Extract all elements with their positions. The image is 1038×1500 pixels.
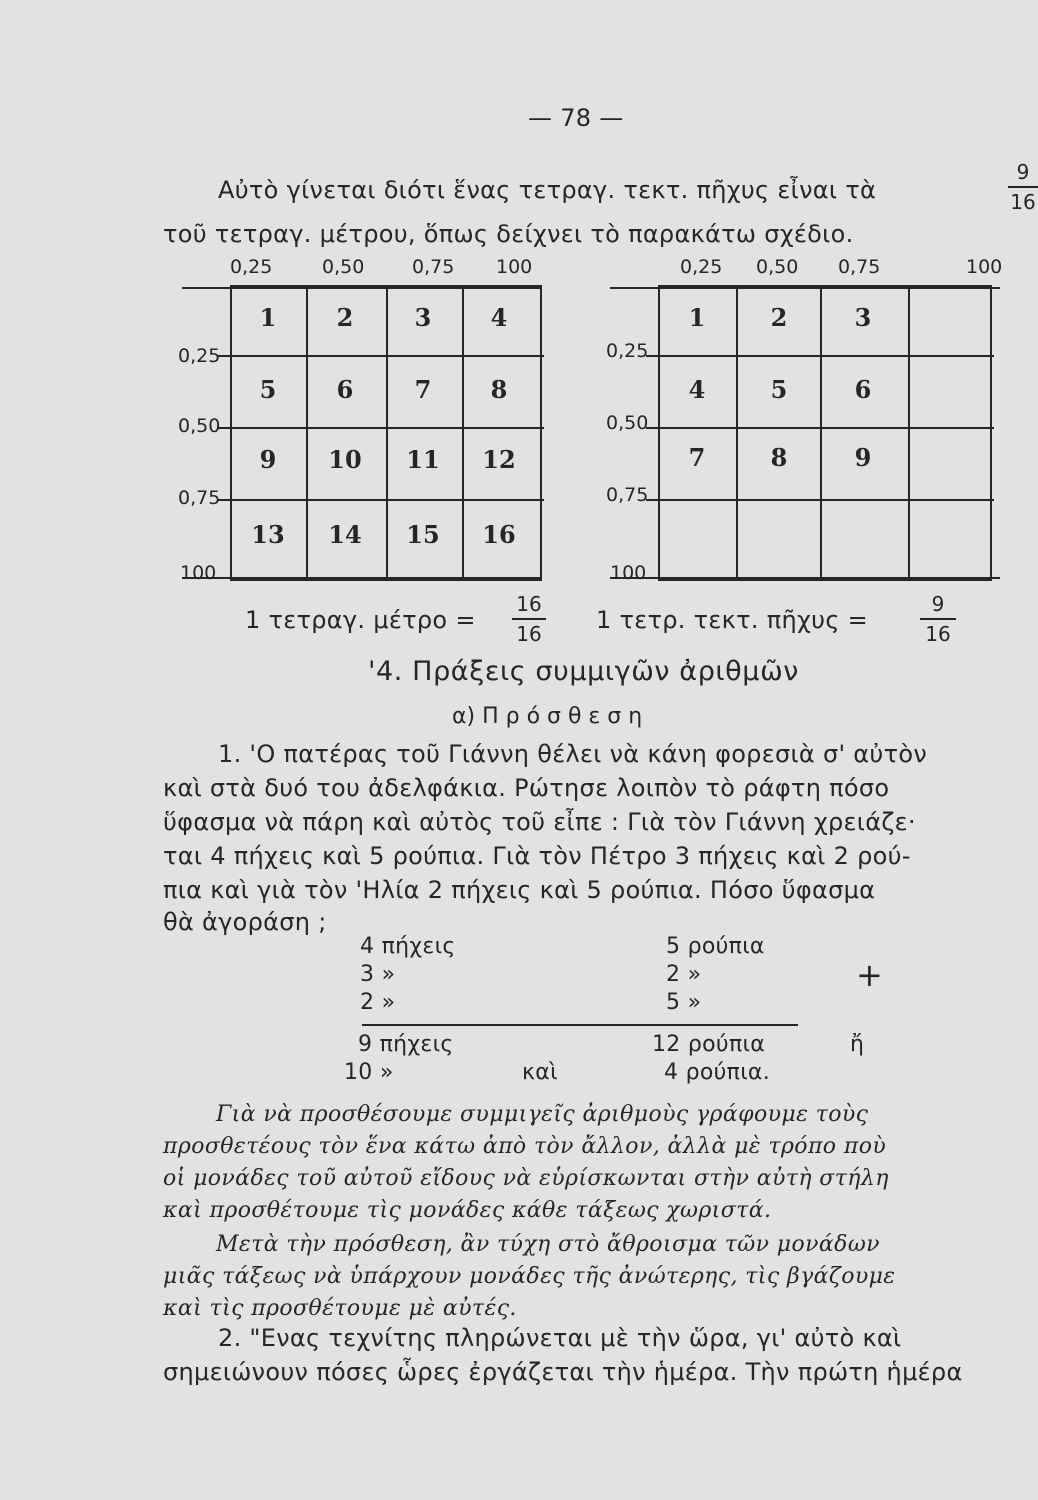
rule-1-line: προσθετέους τὸν ἕνα κάτω ἀπὸ τὸν ἄλλον, ἀλλὰ μὲ τρόπο ποὺ (163, 1134, 887, 1159)
left-cell: 2 (336, 303, 354, 332)
left-side-label-1: 0,25 (178, 345, 221, 367)
right-cell: 5 (770, 375, 788, 404)
right-top-label-2: 0,50 (756, 256, 799, 278)
left-cell: 14 (328, 520, 362, 549)
and-word: καὶ (522, 1060, 558, 1085)
left-side-label-3: 0,75 (178, 487, 221, 509)
left-top-label-2: 0,50 (322, 256, 365, 278)
right-cell: 7 (688, 443, 706, 472)
left-cell: 1 (259, 303, 277, 332)
intro-fraction (1008, 160, 1038, 214)
right-cell: 8 (770, 443, 788, 472)
sum-line (362, 1024, 798, 1026)
right-caption-fraction (920, 592, 956, 646)
fraction-numerator: 9 (931, 592, 945, 616)
left-cell: 10 (328, 445, 362, 474)
problem-2-line: 2. "Ενας τεχνίτης πληρώνεται μὲ τὴν ὥρα, γι' αὐτὸ καὶ (218, 1324, 902, 1352)
right-top-label-4: 100 (966, 256, 1003, 278)
problem-1-line: 1. 'Ο πατέρας τοῦ Γιάννη θέλει νὰ κάνη φορεσιὰ σ' αὐτὸν (218, 740, 928, 768)
left-top-label-4: 100 (496, 256, 533, 278)
problem-1-line: θὰ ἀγοράση ; (163, 908, 327, 936)
left-cell: 5 (259, 375, 277, 404)
or-word: ἤ (850, 1032, 865, 1057)
left-cell: 4 (490, 303, 508, 332)
left-top-label-1: 0,25 (230, 256, 273, 278)
right-side-label-4: 100 (610, 562, 647, 584)
addend-pecheis: 4 πήχεις (360, 934, 456, 959)
right-top-label-1: 0,25 (680, 256, 723, 278)
left-cell: 13 (251, 520, 285, 549)
right-cell: 3 (854, 303, 872, 332)
problem-1-line: ὕφασμα νὰ πάρη καὶ αὐτὸς τοῦ εἶπε : Γιὰ τὸν Γιάννη χρειάζε· (163, 808, 916, 836)
left-cell: 8 (490, 375, 508, 404)
left-side-label-2: 0,50 (178, 415, 221, 437)
left-caption: 1 τετραγ. μέτρο = (245, 606, 476, 634)
rule-2-line: καὶ τὶς προσθέτουμε μὲ αὐτές. (163, 1296, 517, 1321)
right-cell: 4 (688, 375, 706, 404)
fraction-denominator: 16 (516, 622, 542, 646)
fraction-numerator: 9 (1016, 160, 1030, 184)
right-top-label-3: 0,75 (838, 256, 881, 278)
rule-2-line: Μετὰ τὴν πρόσθεση, ἂν τύχη στὸ ἄθροισμα τῶν μονάδων (216, 1232, 880, 1257)
page-number: — 78 — (528, 104, 624, 132)
problem-1-line: καὶ στὰ δυό του ἀδελφάκια. Ρώτησε λοιπὸν τὸ ράφτη πόσο (163, 774, 890, 802)
problem-2-line: σημειώνουν πόσες ὧρες ἐργάζεται τὴν ἡμέρα. Τὴν πρώτη ἡμέρα (163, 1358, 963, 1386)
intro-line-1: Αὐτὸ γίνεται διότι ἕνας τετραγ. τεκτ. πῆχυς εἶναι τὰ (218, 176, 877, 204)
rule-1-line: οἱ μονάδες τοῦ αὐτοῦ εἴδους νὰ εὑρίσκωνται στὴν αὐτὴ στήλη (163, 1166, 889, 1191)
left-cell: 7 (414, 375, 432, 404)
right-side-label-2: 0,50 (606, 412, 649, 434)
left-cell: 12 (482, 445, 516, 474)
addend-roupia: 5 » (666, 990, 702, 1015)
problem-1-line: ται 4 πήχεις καὶ 5 ρούπια. Γιὰ τὸν Πέτρο 3 πήχεις καὶ 2 ρού- (163, 842, 911, 870)
intro-line-2: τοῦ τετραγ. μέτρου, ὅπως δείχνει τὸ παρακάτω σχέδιο. (163, 220, 854, 248)
addend-pecheis: 2 » (360, 990, 396, 1015)
left-cell: 9 (259, 445, 277, 474)
left-caption-fraction (512, 592, 546, 646)
right-side-label-3: 0,75 (606, 484, 649, 506)
left-cell: 3 (414, 303, 432, 332)
addend-roupia: 2 » (666, 962, 702, 987)
addend-roupia: 5 ρούπια (666, 934, 765, 959)
left-cell: 16 (482, 520, 516, 549)
result-pecheis: 9 πήχεις (358, 1032, 454, 1057)
right-cell: 9 (854, 443, 872, 472)
rule-1-line: Γιὰ νὰ προσθέσουμε συμμιγεῖς ἀριθμοὺς γράφουμε τοὺς (216, 1102, 869, 1127)
subsection-title: α) Π ρ ό σ θ ε σ η (452, 704, 643, 729)
rule-1-line: καὶ προσθέτουμε τὶς μονάδες κάθε τάξεως χωριστά. (163, 1198, 772, 1223)
right-caption: 1 τετρ. τεκτ. πῆχυς = (596, 606, 869, 634)
result-roupia-normalized: 4 ρούπια. (664, 1060, 771, 1085)
fraction-denominator: 16 (1010, 190, 1036, 214)
right-side-label-1: 0,25 (606, 340, 649, 362)
fraction-denominator: 16 (925, 622, 951, 646)
rule-2-line: μιᾶς τάξεως νὰ ὑπάρχουν μονάδες τῆς ἀνώτερης, τὶς βγάζουμε (163, 1264, 896, 1289)
left-cell: 11 (406, 445, 440, 474)
right-cell: 6 (854, 375, 872, 404)
right-cell: 1 (688, 303, 706, 332)
result-pecheis-normalized: 10 » (344, 1060, 394, 1085)
left-cell: 15 (406, 520, 440, 549)
left-cell: 6 (336, 375, 354, 404)
plus-sign: + (856, 956, 883, 994)
right-cell: 2 (770, 303, 788, 332)
section-title: '4. Πράξεις συμμιγῶν ἀριθμῶν (368, 656, 799, 687)
fraction-numerator: 16 (516, 592, 542, 616)
left-side-label-4: 100 (180, 562, 217, 584)
addend-pecheis: 3 » (360, 962, 396, 987)
left-top-label-3: 0,75 (412, 256, 455, 278)
problem-1-line: πια καὶ γιὰ τὸν 'Ηλία 2 πήχεις καὶ 5 ρούπια. Πόσο ὕφασμα (163, 876, 876, 904)
result-roupia: 12 ρούπια (652, 1032, 766, 1057)
